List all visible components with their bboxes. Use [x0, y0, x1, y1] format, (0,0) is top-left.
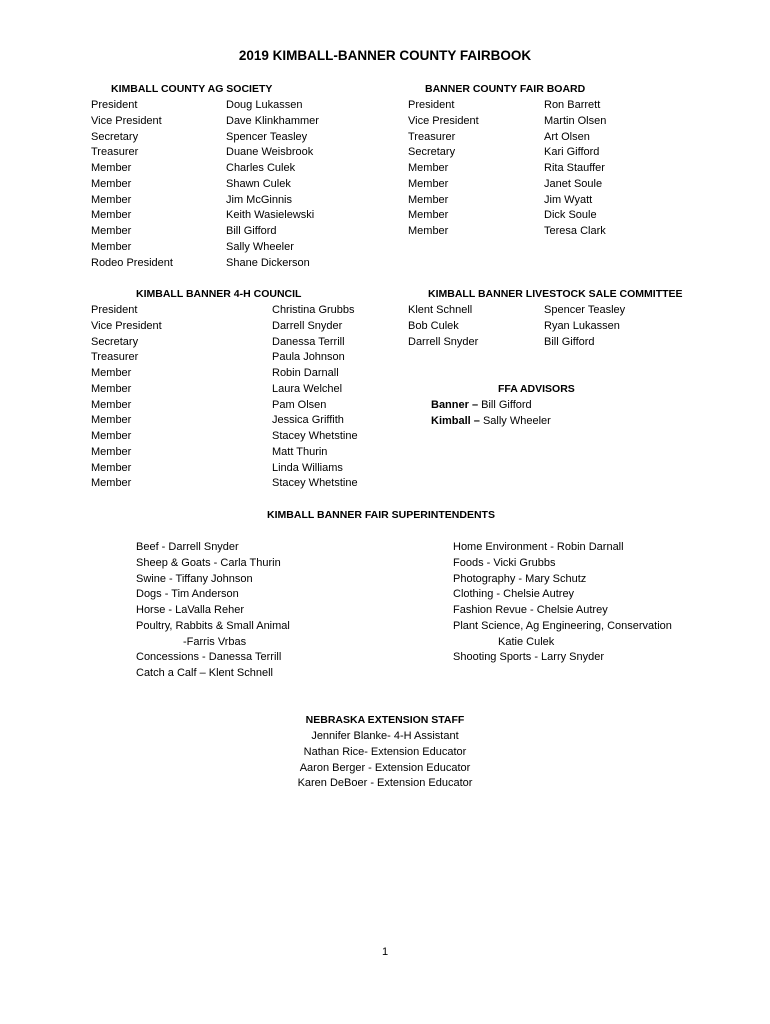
- ag-society-role: Member: [91, 177, 132, 190]
- superintendent-entry: Swine - Tiffany Johnson: [136, 572, 253, 585]
- ag-society-name: Shawn Culek: [226, 177, 291, 190]
- fair-board-name: Janet Soule: [544, 177, 603, 190]
- council-heading: KIMBALL BANNER 4-H COUNCIL: [136, 288, 302, 300]
- ag-society-name: Jim McGinnis: [226, 193, 293, 206]
- ffa-heading: FFA ADVISORS: [498, 383, 575, 395]
- superintendent-entry: Dogs - Tim Anderson: [136, 588, 239, 601]
- council-role: Member: [91, 414, 132, 427]
- fair-board-name: Rita Stauffer: [544, 162, 605, 174]
- council-name: Linda Williams: [272, 461, 343, 474]
- ag-society-role: Secretary: [91, 130, 139, 143]
- extension-heading: NEBRASKA EXTENSION STAFF: [305, 714, 465, 726]
- livestock-heading: KIMBALL BANNER LIVESTOCK SALE COMMITTEE: [428, 288, 683, 300]
- ag-society-role: Member: [91, 193, 132, 206]
- ag-society-role: Member: [91, 209, 132, 222]
- livestock-member: Bob Culek: [408, 319, 459, 332]
- superintendent-entry: Horse - LaValla Reher: [136, 604, 245, 616]
- ag-society-name: Keith Wasielewski: [226, 209, 315, 222]
- fair-board-name: Art Olsen: [544, 130, 590, 143]
- superintendent-entry: -Farris Vrbas: [183, 635, 247, 648]
- council-name: Laura Welchel: [272, 382, 343, 395]
- fair-board-role: Member: [408, 225, 449, 237]
- ag-society-name: Doug Lukassen: [226, 99, 303, 111]
- fair-board-name: Kari Gifford: [544, 146, 600, 159]
- fair-board-heading: BANNER COUNTY FAIR BOARD: [425, 83, 586, 95]
- superintendent-entry: Plant Science, Ag Engineering, Conservation: [453, 619, 672, 632]
- council-role: Treasurer: [91, 351, 139, 364]
- page-title: 2019 KIMBALL-BANNER COUNTY FAIRBOOK: [238, 48, 532, 63]
- council-name: Stacey Whetstine: [272, 430, 358, 442]
- superintendent-entry: Beef - Darrell Snyder: [136, 541, 239, 553]
- ag-society-role: President: [91, 99, 138, 111]
- ag-society-role: Member: [91, 225, 132, 237]
- ag-society-role: Rodeo President: [91, 256, 173, 269]
- page-number: 1: [381, 946, 389, 958]
- council-role: Member: [91, 382, 132, 395]
- superintendent-entry: Home Environment - Robin Darnall: [453, 541, 624, 553]
- ag-society-heading: KIMBALL COUNTY AG SOCIETY: [111, 83, 273, 95]
- fair-board-role: President: [408, 99, 455, 111]
- ffa-advisor-name: Sally Wheeler: [479, 414, 551, 427]
- council-name: Stacey Whetstine: [272, 477, 358, 490]
- council-name: Jessica Griffith: [272, 414, 344, 427]
- superintendent-entry: Sheep & Goats - Carla Thurin: [136, 556, 281, 569]
- superintendent-entry: Concessions - Danessa Terrill: [136, 651, 282, 664]
- superintendent-entry: Catch a Calf – Klent Schnell: [136, 667, 273, 679]
- council-role: Vice President: [91, 319, 162, 332]
- ffa-school-label: Kimball –: [431, 414, 480, 427]
- fair-board-role: Member: [408, 177, 449, 190]
- council-name: Christina Grubbs: [272, 304, 355, 316]
- fair-board-role: Treasurer: [408, 130, 456, 143]
- extension-staff-member: Jennifer Blanke- 4-H Assistant: [311, 730, 459, 742]
- superintendent-entry: Poultry, Rabbits & Small Animal: [136, 619, 290, 632]
- superintendent-entry: Katie Culek: [498, 635, 555, 648]
- council-name: Matt Thurin: [272, 445, 328, 458]
- fair-board-name: Ron Barrett: [544, 99, 601, 111]
- council-name: Paula Johnson: [272, 351, 345, 364]
- superintendent-entry: Foods - Vicki Grubbs: [453, 556, 556, 569]
- ag-society-role: Member: [91, 240, 132, 253]
- superintendents-heading: KIMBALL BANNER FAIR SUPERINTENDENTS: [267, 509, 495, 521]
- council-role: Member: [91, 461, 132, 474]
- council-name: Darrell Snyder: [272, 319, 343, 332]
- council-name: Robin Darnall: [272, 367, 339, 379]
- superintendent-entry: Clothing - Chelsie Autrey: [453, 588, 575, 601]
- superintendent-entry: Shooting Sports - Larry Snyder: [453, 651, 605, 664]
- ag-society-role: Member: [91, 162, 132, 174]
- fair-board-role: Member: [408, 209, 449, 222]
- ag-society-name: Dave Klinkhammer: [226, 114, 319, 127]
- livestock-member: Ryan Lukassen: [544, 319, 620, 332]
- ag-society-name: Bill Gifford: [226, 225, 277, 237]
- superintendent-entry: Photography - Mary Schutz: [453, 572, 587, 585]
- extension-staff-member: Aaron Berger - Extension Educator: [299, 761, 471, 774]
- ag-society-name: Duane Weisbrook: [226, 146, 314, 159]
- council-role: Member: [91, 477, 132, 490]
- ag-society-name: Spencer Teasley: [226, 130, 308, 143]
- ag-society-name: Sally Wheeler: [226, 240, 294, 253]
- ag-society-role: Vice President: [91, 114, 162, 127]
- council-role: Member: [91, 445, 132, 458]
- ffa-advisor-name: Bill Gifford: [478, 399, 532, 411]
- extension-staff-member: Nathan Rice- Extension Educator: [303, 745, 467, 758]
- ffa-advisor: [431, 398, 532, 414]
- fair-board-role: Secretary: [408, 146, 456, 159]
- ffa-advisor: [431, 414, 551, 430]
- council-name: Danessa Terrill: [272, 335, 345, 348]
- fair-board-name: Dick Soule: [544, 209, 597, 222]
- council-role: Member: [91, 367, 132, 379]
- council-role: Member: [91, 430, 132, 442]
- ag-society-name: Shane Dickerson: [226, 256, 310, 269]
- council-role: President: [91, 304, 138, 316]
- livestock-member: Bill Gifford: [544, 335, 595, 348]
- superintendent-entry: Fashion Revue - Chelsie Autrey: [453, 604, 608, 616]
- extension-staff-member: Karen DeBoer - Extension Educator: [297, 777, 473, 790]
- fair-board-name: Jim Wyatt: [544, 193, 593, 206]
- fair-board-name: Teresa Clark: [544, 225, 606, 237]
- council-role: Secretary: [91, 335, 139, 348]
- council-name: Pam Olsen: [272, 398, 327, 411]
- livestock-member: Spencer Teasley: [544, 304, 626, 316]
- fair-board-name: Martin Olsen: [544, 114, 607, 127]
- ag-society-name: Charles Culek: [226, 162, 296, 174]
- livestock-member: Darrell Snyder: [408, 335, 479, 348]
- fair-board-role: Member: [408, 193, 449, 206]
- ffa-school-label: Banner –: [431, 399, 479, 411]
- fair-board-role: Vice President: [408, 114, 479, 127]
- ag-society-role: Treasurer: [91, 146, 139, 159]
- fair-board-role: Member: [408, 162, 449, 174]
- council-role: Member: [91, 398, 132, 411]
- livestock-member: Klent Schnell: [408, 304, 473, 316]
